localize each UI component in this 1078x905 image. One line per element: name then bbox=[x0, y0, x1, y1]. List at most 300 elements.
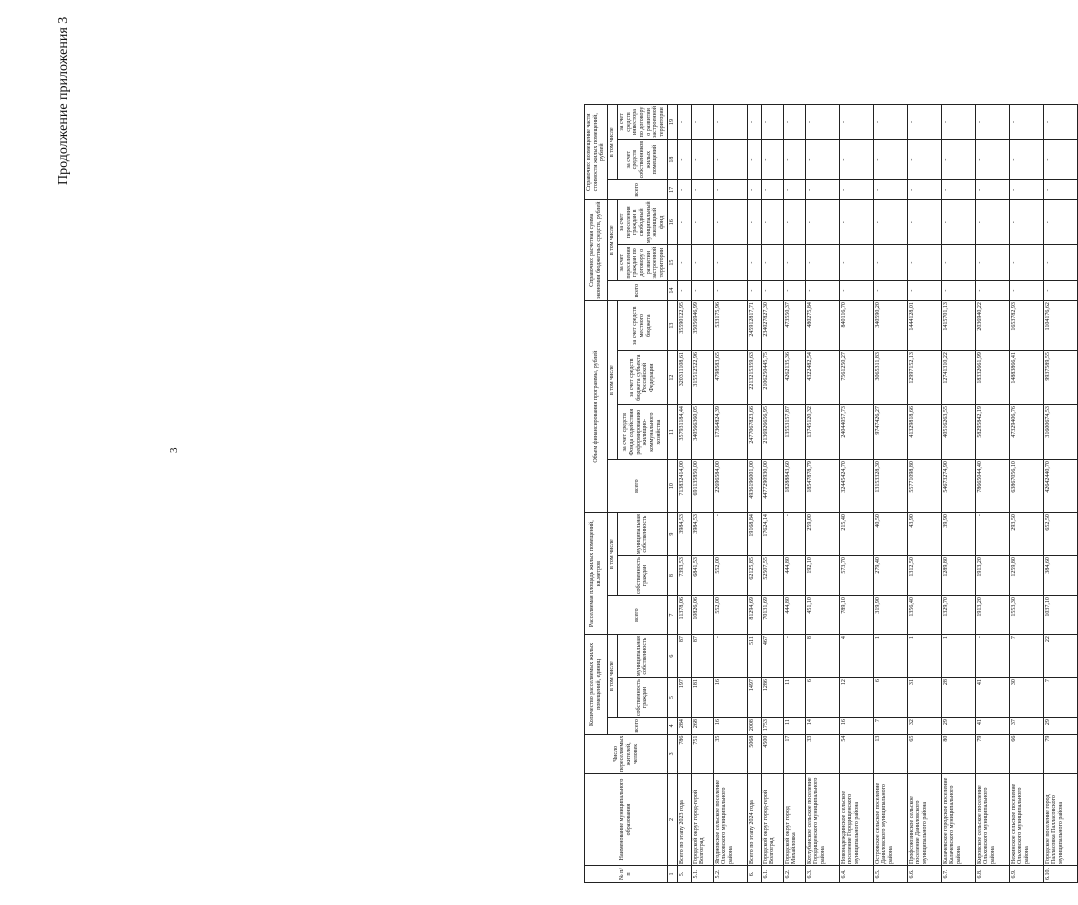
table-row bbox=[713, 105, 747, 883]
finance-fund: 24044057,73 bbox=[839, 405, 873, 460]
cost-investor: - bbox=[691, 105, 713, 140]
finance-subject: 14883866,41 bbox=[1009, 351, 1043, 405]
cost-owners: - bbox=[907, 139, 941, 180]
cost-owners: - bbox=[941, 139, 975, 180]
column-number: 2 bbox=[667, 774, 677, 866]
people-count: 79 bbox=[1043, 734, 1077, 773]
finance-fund: 31600674,53 bbox=[1043, 405, 1077, 460]
econ-municipal-fund: - bbox=[839, 200, 873, 245]
municipality-name: Городское поселение город Палласовка Палласовского муниципального района bbox=[1043, 774, 1077, 866]
area-municipal: - bbox=[713, 513, 747, 556]
column-number: 18 bbox=[667, 139, 677, 180]
area-municipal: 215,40 bbox=[839, 513, 873, 556]
finance-subject: 4322482,54 bbox=[805, 351, 839, 405]
area-citizens: 573,70 bbox=[839, 556, 873, 596]
area-citizens: 52507,55 bbox=[761, 556, 783, 596]
row-number: 6.2. bbox=[783, 866, 805, 883]
municipality-name: Кировское сельское поселение Ольховского муниципального района bbox=[975, 774, 1009, 866]
apartments-municipal: 87 bbox=[691, 635, 713, 678]
table-row bbox=[907, 105, 941, 883]
column-number: 1 bbox=[667, 866, 677, 883]
econ-agreement: - bbox=[805, 245, 839, 281]
apartments-citizens: 181 bbox=[691, 678, 713, 718]
area-total: 1329,70 bbox=[941, 596, 975, 635]
apartments-municipal: 467 bbox=[761, 635, 783, 678]
econ-municipal-fund: - bbox=[691, 200, 713, 245]
area-total: 319,90 bbox=[873, 596, 907, 635]
table-row bbox=[1009, 105, 1043, 883]
municipality-name: Нежинское сельское поселение Ольховского муниципального района bbox=[1009, 774, 1043, 866]
people-count: 4500 bbox=[761, 734, 783, 773]
econ-agreement: - bbox=[941, 245, 975, 281]
municipality-name: Островское сельское поселение Даниловского муниципального района bbox=[873, 774, 907, 866]
cost-owners: - bbox=[975, 139, 1009, 180]
apartments-municipal: - bbox=[713, 635, 747, 678]
municipality-name: Городской округ город Михайловка bbox=[783, 774, 805, 866]
finance-fund: 357931184,44 bbox=[677, 405, 691, 460]
people-count: 751 bbox=[691, 734, 713, 773]
area-municipal: - bbox=[975, 513, 1009, 556]
finance-fund: 13553157,87 bbox=[783, 405, 805, 460]
cost-investor: - bbox=[761, 105, 783, 140]
area-total: 552,00 bbox=[713, 596, 747, 635]
finance-local: 35590122,95 bbox=[677, 301, 691, 351]
people-count: 79 bbox=[975, 734, 1009, 773]
row-number: 6. bbox=[747, 866, 761, 883]
finance-total: 42642440,70 bbox=[1043, 460, 1077, 513]
cost-total-header: всего bbox=[608, 180, 668, 200]
people-count: 66 bbox=[1009, 734, 1043, 773]
apartments-municipal: 511 bbox=[747, 635, 761, 678]
apartments-municipal: 87 bbox=[677, 635, 691, 678]
apartments-citizens: 41 bbox=[975, 678, 1009, 718]
area-municipal: 17624,14 bbox=[761, 513, 783, 556]
cost-total: - bbox=[941, 180, 975, 200]
apartments-municipal: 1 bbox=[907, 635, 941, 678]
column-number: 11 bbox=[667, 405, 677, 460]
econ1-header: за счет переселения граждан по договору о развитии застроенной территории bbox=[617, 245, 667, 281]
cost-owners: - bbox=[873, 139, 907, 180]
people-count: 17 bbox=[783, 734, 805, 773]
econ-agreement: - bbox=[839, 245, 873, 281]
row-number: 6.8. bbox=[975, 866, 1009, 883]
program-table bbox=[584, 104, 1078, 883]
econ-agreement: - bbox=[1043, 245, 1077, 281]
apartments-total: 32 bbox=[907, 718, 941, 735]
apartments-total: 41 bbox=[975, 718, 1009, 735]
cost-total: - bbox=[783, 180, 805, 200]
finance-subject: 4798583,65 bbox=[713, 351, 747, 405]
column-number: 7 bbox=[667, 596, 677, 635]
people-count: 54 bbox=[839, 734, 873, 773]
apartments-total: 37 bbox=[1009, 718, 1043, 735]
people-count: 13 bbox=[873, 734, 907, 773]
municipality-name: Городской округ город-герой Волгоград bbox=[761, 774, 783, 866]
column-number: 14 bbox=[667, 281, 677, 301]
municipality-name: Новонадеждинское сельское поселение Городищенского муниципального района bbox=[839, 774, 873, 866]
cost-investor: - bbox=[1043, 105, 1077, 140]
finance-subject: 18332661,99 bbox=[975, 351, 1009, 405]
apartments-citizens: 1497 bbox=[747, 678, 761, 718]
area-citizens: 1913,20 bbox=[975, 556, 1009, 596]
area-citizens-header: собственность граждан bbox=[617, 556, 667, 596]
col-no-header: № п/п bbox=[585, 866, 668, 883]
econ-agreement: - bbox=[747, 245, 761, 281]
apartments-citizens: 6 bbox=[805, 678, 839, 718]
finance-subject: 12997152,13 bbox=[907, 351, 941, 405]
column-number: 17 bbox=[667, 180, 677, 200]
econ-total: - bbox=[747, 281, 761, 301]
finance-total: 63867056,10 bbox=[1009, 460, 1043, 513]
apartments-citizens: 6 bbox=[873, 678, 907, 718]
econ2-header: за счет переселения граждан в свободный муниципальный жилищный фонд bbox=[617, 200, 667, 245]
econ-municipal-fund: - bbox=[907, 200, 941, 245]
municipality-name: Котлубанское сельское поселение Городищенского муниципального района bbox=[805, 774, 839, 866]
col-name-header: Наименование муниципального образования bbox=[585, 774, 668, 866]
apartments-citizens: 7 bbox=[1043, 678, 1077, 718]
econ-total: - bbox=[975, 281, 1009, 301]
area-citizens: 444,80 bbox=[783, 556, 805, 596]
cost-investor: - bbox=[941, 105, 975, 140]
area-total: 1553,30 bbox=[1009, 596, 1043, 635]
apt-incl-header: в том числе bbox=[608, 635, 618, 718]
cost-total: - bbox=[873, 180, 907, 200]
area-total: 1356,40 bbox=[907, 596, 941, 635]
apartments-municipal: 8 bbox=[805, 635, 839, 678]
finance-local: 245912817,71 bbox=[747, 301, 761, 351]
econ-agreement: - bbox=[677, 245, 691, 281]
area-municipal: 43,90 bbox=[907, 513, 941, 556]
people-count: 80 bbox=[941, 734, 975, 773]
cost-owners: - bbox=[747, 139, 761, 180]
table-row bbox=[691, 105, 713, 883]
finance-local: 840116,70 bbox=[839, 301, 873, 351]
area-citizens: 7393,53 bbox=[677, 556, 691, 596]
econ-total: - bbox=[873, 281, 907, 301]
econ-municipal-fund: - bbox=[805, 200, 839, 245]
row-number: 6.1. bbox=[761, 866, 783, 883]
cost-investor: - bbox=[907, 105, 941, 140]
row-number: 6.4. bbox=[839, 866, 873, 883]
cost-owners: - bbox=[783, 139, 805, 180]
econ-incl-header: в том числе bbox=[608, 200, 618, 281]
column-number: 13 bbox=[667, 301, 677, 351]
finance-subject: 2106250445,75 bbox=[761, 351, 783, 405]
col-finance-header: Объем финансирования программы, рублей bbox=[585, 301, 608, 513]
table-row bbox=[975, 105, 1009, 883]
econ-agreement: - bbox=[975, 245, 1009, 281]
finance-subject: 315512522,96 bbox=[691, 351, 713, 405]
cost-total: - bbox=[713, 180, 747, 200]
apartments-total: 7 bbox=[873, 718, 907, 735]
area-citizens: 6841,53 bbox=[691, 556, 713, 596]
column-number: 10 bbox=[667, 460, 677, 513]
table-row bbox=[873, 105, 907, 883]
econ-total: - bbox=[1009, 281, 1043, 301]
finance-local: 1104176,62 bbox=[1043, 301, 1077, 351]
row-number: 6.7. bbox=[941, 866, 975, 883]
area-total: 444,80 bbox=[783, 596, 805, 635]
econ-municipal-fund: - bbox=[747, 200, 761, 245]
column-number: 4 bbox=[667, 718, 677, 735]
econ-total-header: всего bbox=[608, 281, 668, 301]
cost-investor: - bbox=[805, 105, 839, 140]
finance-fund: 58295842,19 bbox=[975, 405, 1009, 460]
econ-agreement: - bbox=[873, 245, 907, 281]
people-count: 65 bbox=[907, 734, 941, 773]
econ-agreement: - bbox=[691, 245, 713, 281]
area-total: 70131,69 bbox=[761, 596, 783, 635]
municipality-name: Профсоюзинское сельское поселение Даниловского муниципального района bbox=[907, 774, 941, 866]
page-number: 3 bbox=[168, 447, 180, 453]
area-total: 451,10 bbox=[805, 596, 839, 635]
municipality-name: Ягодновское сельское поселение Ольховского муниципального района bbox=[713, 774, 747, 866]
table-row bbox=[839, 105, 873, 883]
fin-subject-header: за счет средств бюджета субъекта Российской Федерации bbox=[617, 351, 667, 405]
cost-investor: - bbox=[747, 105, 761, 140]
finance-subject: 2213215359,63 bbox=[747, 351, 761, 405]
apartments-total: 284 bbox=[677, 718, 691, 735]
apartments-municipal: - bbox=[783, 635, 805, 678]
econ-agreement: - bbox=[761, 245, 783, 281]
econ-agreement: - bbox=[1009, 245, 1043, 281]
cost2-header: за счет средств инвестора по договору о развитии застроенной территории bbox=[617, 105, 667, 140]
col-econ-header: Справочно: расчетная сумма экономии бюджетных средств, рублей bbox=[585, 200, 608, 301]
people-count: 35 bbox=[713, 734, 747, 773]
finance-total: 691135850,00 bbox=[691, 460, 713, 513]
cost-investor: - bbox=[783, 105, 805, 140]
econ-total: - bbox=[761, 281, 783, 301]
area-citizens: 384,60 bbox=[1043, 556, 1077, 596]
apartments-citizens: 28 bbox=[941, 678, 975, 718]
cost-investor: - bbox=[677, 105, 691, 140]
apartments-citizens: 11 bbox=[783, 678, 805, 718]
col-cost-header: Справочно: возмещение части стоимости жилых помещений, рублей bbox=[585, 105, 608, 200]
econ-agreement: - bbox=[713, 245, 747, 281]
fin-fund-header: за счет средств Фонда содействия реформированию жилищно-коммунального хозяйства bbox=[617, 405, 667, 460]
cost-owners: - bbox=[713, 139, 747, 180]
finance-fund: 9747426,27 bbox=[873, 405, 907, 460]
apartments-municipal: 1 bbox=[941, 635, 975, 678]
finance-fund: 40516263,55 bbox=[941, 405, 975, 460]
apartments-total: 16 bbox=[713, 718, 747, 735]
finance-fund: 47329406,76 bbox=[1009, 405, 1043, 460]
area-citizens: 62125,85 bbox=[747, 556, 761, 596]
cost-owners: - bbox=[761, 139, 783, 180]
apt-citizens-header: собственность граждан bbox=[617, 678, 667, 718]
finance-local: 473550,37 bbox=[783, 301, 805, 351]
cost-total: - bbox=[677, 180, 691, 200]
finance-fund: 340566360,05 bbox=[691, 405, 713, 460]
econ-total: - bbox=[691, 281, 713, 301]
col-people-header: Число переселяемых жителей, человек bbox=[585, 734, 668, 773]
econ-total: - bbox=[783, 281, 805, 301]
finance-local: 1444128,01 bbox=[907, 301, 941, 351]
row-number: 5. bbox=[677, 866, 691, 883]
apartments-citizens: 197 bbox=[677, 678, 691, 718]
apartments-citizens: 31 bbox=[907, 678, 941, 718]
fin-incl-header: в том числе bbox=[608, 301, 618, 460]
finance-total: 54673274,90 bbox=[941, 460, 975, 513]
econ-municipal-fund: - bbox=[941, 200, 975, 245]
finance-fund: 17364824,39 bbox=[713, 405, 747, 460]
econ-municipal-fund: - bbox=[975, 200, 1009, 245]
finance-fund: 41329818,66 bbox=[907, 405, 941, 460]
area-citizens: 1289,80 bbox=[941, 556, 975, 596]
page-title: Продолжение приложения 3 bbox=[56, 16, 71, 185]
apartments-municipal: 1 bbox=[873, 635, 907, 678]
econ-total: - bbox=[677, 281, 691, 301]
cost-total: - bbox=[1009, 180, 1043, 200]
area-municipal: 293,50 bbox=[1009, 513, 1043, 556]
apartments-total: 14 bbox=[805, 718, 839, 735]
area-incl-header: в том числе bbox=[608, 513, 618, 596]
cost-owners: - bbox=[677, 139, 691, 180]
area-municipal: 3984,53 bbox=[691, 513, 713, 556]
apartments-municipal: - bbox=[975, 635, 1009, 678]
econ-total: - bbox=[805, 281, 839, 301]
finance-local: 1653782,93 bbox=[1009, 301, 1043, 351]
apt-municipal-header: муниципальная собственность bbox=[617, 635, 667, 678]
area-municipal: 19168,84 bbox=[747, 513, 761, 556]
apartments-total: 11 bbox=[783, 718, 805, 735]
apartments-total: 1753 bbox=[761, 718, 783, 735]
finance-total: 4936196001,00 bbox=[747, 460, 761, 513]
area-municipal: 259,00 bbox=[805, 513, 839, 556]
area-total: 10826,06 bbox=[691, 596, 713, 635]
cost-total: - bbox=[1043, 180, 1077, 200]
area-citizens: 279,40 bbox=[873, 556, 907, 596]
finance-local: 340590,20 bbox=[873, 301, 907, 351]
finance-fund: 2136926656,95 bbox=[761, 405, 783, 460]
cost-owners: - bbox=[1009, 139, 1043, 180]
column-number: 5 bbox=[667, 678, 677, 718]
econ-municipal-fund: - bbox=[713, 200, 747, 245]
finance-subject: 4262135,36 bbox=[783, 351, 805, 405]
table-row bbox=[677, 105, 691, 883]
municipality-name: Калачевское городское поселение Калачевского муниципального района bbox=[941, 774, 975, 866]
finance-total: 22696584,00 bbox=[713, 460, 747, 513]
area-total: 81294,69 bbox=[747, 596, 761, 635]
row-number: 6.6. bbox=[907, 866, 941, 883]
area-total: 789,10 bbox=[839, 596, 873, 635]
cost-total: - bbox=[747, 180, 761, 200]
fin-total-header: всего bbox=[608, 460, 668, 513]
column-numbers-row bbox=[667, 105, 677, 883]
apartments-total: 268 bbox=[691, 718, 713, 735]
column-number: 6 bbox=[667, 635, 677, 678]
apartments-municipal: 4 bbox=[839, 635, 873, 678]
cost-investor: - bbox=[873, 105, 907, 140]
municipality-name: Всего по этапу 2024 года bbox=[747, 774, 761, 866]
econ-municipal-fund: - bbox=[761, 200, 783, 245]
row-number: 5.2. bbox=[713, 866, 747, 883]
municipality-name: Всего по этапу 2023 года bbox=[677, 774, 691, 866]
area-citizens: 552,00 bbox=[713, 556, 747, 596]
row-number: 5.1. bbox=[691, 866, 713, 883]
cost-total: - bbox=[761, 180, 783, 200]
finance-total: 4477290930,00 bbox=[761, 460, 783, 513]
column-number: 9 bbox=[667, 513, 677, 556]
people-count: 786 bbox=[677, 734, 691, 773]
econ-total: - bbox=[839, 281, 873, 301]
col-area-header: Расселяемая площадь жилых помещений, кв.метров bbox=[585, 513, 608, 635]
finance-subject: 12741310,22 bbox=[941, 351, 975, 405]
row-number: 6.3. bbox=[805, 866, 839, 883]
column-number: 19 bbox=[667, 105, 677, 140]
area-citizens: 1259,80 bbox=[1009, 556, 1043, 596]
people-count: 5068 bbox=[747, 734, 761, 773]
row-number: 6.5. bbox=[873, 866, 907, 883]
table-row bbox=[783, 105, 805, 883]
apartments-citizens: 1286 bbox=[761, 678, 783, 718]
cost-total: - bbox=[691, 180, 713, 200]
cost-investor: - bbox=[1009, 105, 1043, 140]
finance-local: 1415701,13 bbox=[941, 301, 975, 351]
cost-investor: - bbox=[975, 105, 1009, 140]
finance-total: 55771098,80 bbox=[907, 460, 941, 513]
finance-local: 2036940,22 bbox=[975, 301, 1009, 351]
apartments-total: 16 bbox=[839, 718, 873, 735]
econ-municipal-fund: - bbox=[783, 200, 805, 245]
table-row bbox=[941, 105, 975, 883]
finance-total: 18288843,60 bbox=[783, 460, 805, 513]
cost-investor: - bbox=[839, 105, 873, 140]
finance-total: 18547878,79 bbox=[805, 460, 839, 513]
apt-total-header: всего bbox=[608, 718, 668, 735]
finance-fund: 13745120,32 bbox=[805, 405, 839, 460]
cost-owners: - bbox=[839, 139, 873, 180]
econ-municipal-fund: - bbox=[1009, 200, 1043, 245]
econ-total: - bbox=[1043, 281, 1077, 301]
area-municipal: - bbox=[783, 513, 805, 556]
econ-total: - bbox=[713, 281, 747, 301]
area-total-header: всего bbox=[608, 596, 668, 635]
cost1-header: за счет средств собственников жилых помещений bbox=[617, 139, 667, 180]
apartments-citizens: 16 bbox=[713, 678, 747, 718]
finance-local: 234027827,30 bbox=[761, 301, 783, 351]
area-citizens: 192,10 bbox=[805, 556, 839, 596]
cost-owners: - bbox=[805, 139, 839, 180]
cost-incl-header: в том числе bbox=[608, 105, 618, 180]
column-number: 8 bbox=[667, 556, 677, 596]
area-municipal: 3984,53 bbox=[677, 513, 691, 556]
area-total: 1037,10 bbox=[1043, 596, 1077, 635]
cost-total: - bbox=[907, 180, 941, 200]
table-row bbox=[747, 105, 761, 883]
area-municipal: 40,50 bbox=[873, 513, 907, 556]
column-number: 3 bbox=[667, 734, 677, 773]
finance-total: 32445424,70 bbox=[839, 460, 873, 513]
finance-subject: 320311108,61 bbox=[677, 351, 691, 405]
fin-local-header: за счет средств местного бюджета bbox=[617, 301, 667, 351]
econ-total: - bbox=[907, 281, 941, 301]
cost-total: - bbox=[805, 180, 839, 200]
finance-fund: 2477067823,66 bbox=[747, 405, 761, 460]
municipality-name: Городской округ город-герой Волгоград bbox=[691, 774, 713, 866]
finance-subject: 3065311,83 bbox=[873, 351, 907, 405]
row-number: 6.10. bbox=[1043, 866, 1077, 883]
finance-total: 13153328,30 bbox=[873, 460, 907, 513]
area-municipal: 39,90 bbox=[941, 513, 975, 556]
finance-total: 713832414,00 bbox=[677, 460, 691, 513]
apartments-total: 2008 bbox=[747, 718, 761, 735]
column-number: 12 bbox=[667, 351, 677, 405]
apartments-municipal: 7 bbox=[1009, 635, 1043, 678]
cost-investor: - bbox=[713, 105, 747, 140]
people-count: 33 bbox=[805, 734, 839, 773]
apartments-citizens: 30 bbox=[1009, 678, 1043, 718]
